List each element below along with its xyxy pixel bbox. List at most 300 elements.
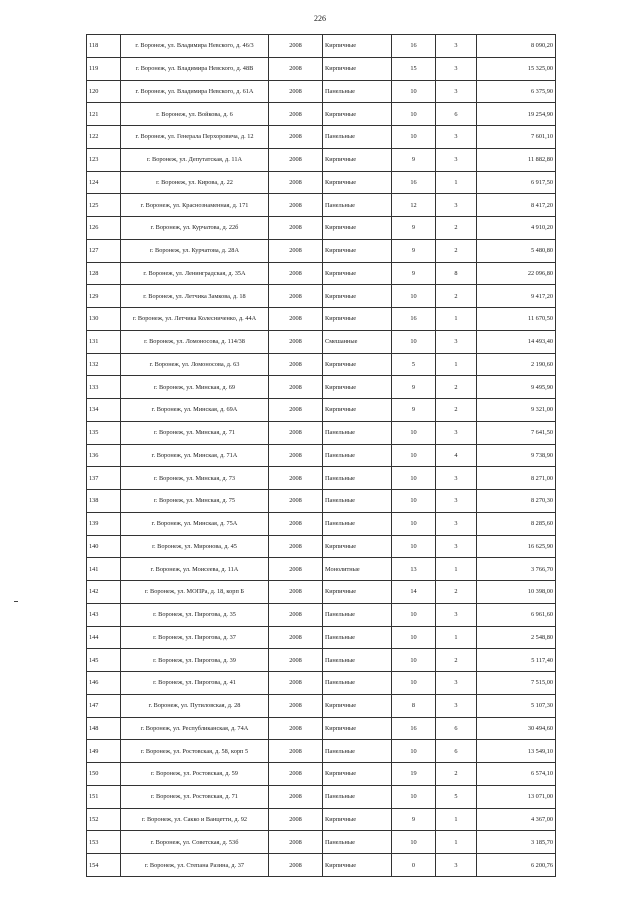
cell-address: г. Воронеж, ул. Войкова, д. 6 — [121, 103, 269, 126]
cell-address: г. Воронеж, ул. МОПРа, д. 18, корп Б — [121, 581, 269, 604]
cell-year: 2008 — [269, 262, 323, 285]
cell-entrances: 1 — [436, 308, 477, 331]
cell-floors: 9 — [392, 148, 436, 171]
cell-entrances: 6 — [436, 103, 477, 126]
cell-floors: 10 — [392, 330, 436, 353]
table-row — [87, 171, 556, 194]
cell-floors: 13 — [392, 558, 436, 581]
cell-floors: 10 — [392, 603, 436, 626]
cell-area: 11 882,80 — [477, 148, 556, 171]
cell-address: г. Воронеж, ул. Пирогова, д. 35 — [121, 603, 269, 626]
cell-wall-material: Панельные — [323, 626, 392, 649]
cell-address: г. Воронеж, ул. Ростовская, д. 71 — [121, 785, 269, 808]
cell-year: 2008 — [269, 308, 323, 331]
cell-row-number: 135 — [87, 421, 121, 444]
cell-wall-material: Панельные — [323, 467, 392, 490]
table-row — [87, 740, 556, 763]
table-row — [87, 353, 556, 376]
cell-row-number: 143 — [87, 603, 121, 626]
cell-floors: 10 — [392, 444, 436, 467]
cell-floors: 10 — [392, 785, 436, 808]
cell-wall-material: Кирпичные — [323, 717, 392, 740]
cell-year: 2008 — [269, 194, 323, 217]
cell-row-number: 140 — [87, 535, 121, 558]
cell-entrances: 6 — [436, 740, 477, 763]
cell-address: г. Воронеж, ул. Пирогова, д. 37 — [121, 626, 269, 649]
cell-area: 8 285,60 — [477, 512, 556, 535]
cell-floors: 10 — [392, 626, 436, 649]
cell-area: 5 107,30 — [477, 694, 556, 717]
cell-entrances: 2 — [436, 649, 477, 672]
cell-area: 6 917,50 — [477, 171, 556, 194]
cell-wall-material: Кирпичные — [323, 285, 392, 308]
cell-row-number: 148 — [87, 717, 121, 740]
cell-year: 2008 — [269, 467, 323, 490]
cell-wall-material: Панельные — [323, 831, 392, 854]
cell-row-number: 131 — [87, 330, 121, 353]
cell-year: 2008 — [269, 854, 323, 877]
cell-wall-material: Кирпичные — [323, 808, 392, 831]
cell-row-number: 150 — [87, 763, 121, 786]
cell-address: г. Воронеж, ул. Генерала Перхоровича, д. 12 — [121, 126, 269, 149]
cell-floors: 8 — [392, 694, 436, 717]
cell-wall-material: Кирпичные — [323, 57, 392, 80]
cell-row-number: 130 — [87, 308, 121, 331]
cell-floors: 9 — [392, 808, 436, 831]
cell-row-number: 132 — [87, 353, 121, 376]
cell-row-number: 133 — [87, 376, 121, 399]
cell-floors: 5 — [392, 353, 436, 376]
cell-entrances: 3 — [436, 672, 477, 695]
cell-wall-material: Кирпичные — [323, 694, 392, 717]
cell-wall-material: Кирпичные — [323, 581, 392, 604]
margin-mark — [14, 601, 18, 602]
table-row — [87, 763, 556, 786]
cell-entrances: 3 — [436, 603, 477, 626]
cell-entrances: 3 — [436, 330, 477, 353]
cell-year: 2008 — [269, 239, 323, 262]
cell-floors: 12 — [392, 194, 436, 217]
table-row — [87, 808, 556, 831]
cell-address: г. Воронеж, ул. Минская, д. 75А — [121, 512, 269, 535]
cell-wall-material: Кирпичные — [323, 854, 392, 877]
cell-wall-material: Панельные — [323, 126, 392, 149]
cell-address: г. Воронеж, ул. Степана Разина, д. 37 — [121, 854, 269, 877]
cell-address: г. Воронеж, ул. Пирогова, д. 39 — [121, 649, 269, 672]
cell-row-number: 129 — [87, 285, 121, 308]
cell-year: 2008 — [269, 148, 323, 171]
cell-year: 2008 — [269, 535, 323, 558]
cell-row-number: 147 — [87, 694, 121, 717]
cell-year: 2008 — [269, 581, 323, 604]
cell-address: г. Воронеж, ул. Минская, д. 71А — [121, 444, 269, 467]
cell-entrances: 3 — [436, 421, 477, 444]
table-row — [87, 148, 556, 171]
cell-year: 2008 — [269, 785, 323, 808]
cell-year: 2008 — [269, 603, 323, 626]
table-row — [87, 285, 556, 308]
cell-address: г. Воронеж, ул. Минская, д. 73 — [121, 467, 269, 490]
cell-wall-material: Панельные — [323, 490, 392, 513]
cell-floors: 10 — [392, 512, 436, 535]
cell-entrances: 3 — [436, 854, 477, 877]
table-row — [87, 694, 556, 717]
cell-entrances: 3 — [436, 694, 477, 717]
cell-row-number: 151 — [87, 785, 121, 808]
cell-area: 8 271,00 — [477, 467, 556, 490]
cell-wall-material: Кирпичные — [323, 171, 392, 194]
cell-wall-material: Кирпичные — [323, 376, 392, 399]
cell-year: 2008 — [269, 376, 323, 399]
cell-row-number: 139 — [87, 512, 121, 535]
cell-wall-material: Кирпичные — [323, 353, 392, 376]
cell-floors: 10 — [392, 126, 436, 149]
cell-area: 3 766,70 — [477, 558, 556, 581]
cell-entrances: 3 — [436, 80, 477, 103]
table-row — [87, 217, 556, 240]
cell-entrances: 2 — [436, 239, 477, 262]
cell-year: 2008 — [269, 626, 323, 649]
cell-row-number: 119 — [87, 57, 121, 80]
cell-floors: 16 — [392, 308, 436, 331]
cell-year: 2008 — [269, 740, 323, 763]
cell-area: 13 549,10 — [477, 740, 556, 763]
cell-address: г. Воронеж, ул. Сакко и Ванцетти, д. 92 — [121, 808, 269, 831]
cell-wall-material: Кирпичные — [323, 308, 392, 331]
cell-floors: 9 — [392, 239, 436, 262]
table-row — [87, 467, 556, 490]
cell-row-number: 145 — [87, 649, 121, 672]
cell-area: 8 417,20 — [477, 194, 556, 217]
cell-wall-material: Монолитные — [323, 558, 392, 581]
cell-floors: 0 — [392, 854, 436, 877]
cell-address: г. Воронеж, ул. Краснознаменная, д. 171 — [121, 194, 269, 217]
cell-entrances: 3 — [436, 148, 477, 171]
cell-year: 2008 — [269, 672, 323, 695]
cell-entrances: 3 — [436, 57, 477, 80]
cell-floors: 9 — [392, 399, 436, 422]
cell-address: г. Воронеж, ул. Депутатская, д. 11А — [121, 148, 269, 171]
cell-entrances: 2 — [436, 581, 477, 604]
table-row — [87, 626, 556, 649]
cell-address: г. Воронеж, ул. Минская, д. 71 — [121, 421, 269, 444]
cell-floors: 10 — [392, 672, 436, 695]
table-row — [87, 558, 556, 581]
cell-address: г. Воронеж, ул. Минская, д. 69А — [121, 399, 269, 422]
cell-year: 2008 — [269, 512, 323, 535]
cell-area: 9 738,90 — [477, 444, 556, 467]
cell-wall-material: Кирпичные — [323, 217, 392, 240]
cell-area: 6 200,76 — [477, 854, 556, 877]
cell-area: 11 670,50 — [477, 308, 556, 331]
cell-address: г. Воронеж, ул. Кирова, д. 22 — [121, 171, 269, 194]
cell-area: 2 548,80 — [477, 626, 556, 649]
cell-row-number: 134 — [87, 399, 121, 422]
cell-address: г. Воронеж, ул. Путиловская, д. 28 — [121, 694, 269, 717]
cell-address: г. Воронеж, ул. Летчика Замкова, д. 18 — [121, 285, 269, 308]
cell-year: 2008 — [269, 444, 323, 467]
cell-area: 9 417,20 — [477, 285, 556, 308]
cell-year: 2008 — [269, 808, 323, 831]
cell-floors: 10 — [392, 831, 436, 854]
cell-wall-material: Панельные — [323, 512, 392, 535]
cell-floors: 10 — [392, 421, 436, 444]
cell-floors: 9 — [392, 376, 436, 399]
cell-area: 9 321,00 — [477, 399, 556, 422]
table-row — [87, 581, 556, 604]
cell-wall-material: Панельные — [323, 80, 392, 103]
cell-address: г. Воронеж, ул. Курчатова, д. 28А — [121, 239, 269, 262]
cell-address: г. Воронеж, ул. Пирогова, д. 41 — [121, 672, 269, 695]
cell-wall-material: Панельные — [323, 444, 392, 467]
cell-year: 2008 — [269, 171, 323, 194]
cell-wall-material: Панельные — [323, 672, 392, 695]
cell-floors: 10 — [392, 285, 436, 308]
cell-area: 3 185,70 — [477, 831, 556, 854]
cell-row-number: 118 — [87, 35, 121, 58]
cell-row-number: 137 — [87, 467, 121, 490]
cell-entrances: 1 — [436, 558, 477, 581]
table-row — [87, 376, 556, 399]
cell-address: г. Воронеж, ул. Владимира Невского, д. 46/3 — [121, 35, 269, 58]
cell-floors: 15 — [392, 57, 436, 80]
cell-address: г. Воронеж, ул. Минская, д. 69 — [121, 376, 269, 399]
cell-area: 6 375,90 — [477, 80, 556, 103]
cell-wall-material: Панельные — [323, 740, 392, 763]
cell-floors: 16 — [392, 717, 436, 740]
cell-address: г. Воронеж, ул. Советская, д. 53б — [121, 831, 269, 854]
cell-area: 4 367,00 — [477, 808, 556, 831]
cell-entrances: 1 — [436, 626, 477, 649]
cell-wall-material: Кирпичные — [323, 399, 392, 422]
cell-address: г. Воронеж, ул. Владимира Невского, д. 48В — [121, 57, 269, 80]
cell-entrances: 1 — [436, 171, 477, 194]
cell-entrances: 3 — [436, 194, 477, 217]
cell-floors: 19 — [392, 763, 436, 786]
cell-entrances: 1 — [436, 831, 477, 854]
cell-year: 2008 — [269, 717, 323, 740]
cell-year: 2008 — [269, 831, 323, 854]
cell-year: 2008 — [269, 285, 323, 308]
cell-entrances: 3 — [436, 512, 477, 535]
table-row — [87, 126, 556, 149]
cell-address: г. Воронеж, ул. Ростовская, д. 58, корп 5 — [121, 740, 269, 763]
cell-floors: 10 — [392, 103, 436, 126]
cell-row-number: 120 — [87, 80, 121, 103]
housing-table-container — [86, 34, 555, 877]
page-number: 226 — [314, 14, 326, 23]
cell-row-number: 142 — [87, 581, 121, 604]
cell-entrances: 8 — [436, 262, 477, 285]
cell-area: 19 254,90 — [477, 103, 556, 126]
cell-year: 2008 — [269, 399, 323, 422]
cell-year: 2008 — [269, 57, 323, 80]
cell-year: 2008 — [269, 217, 323, 240]
cell-floors: 10 — [392, 490, 436, 513]
cell-floors: 14 — [392, 581, 436, 604]
cell-row-number: 153 — [87, 831, 121, 854]
cell-entrances: 1 — [436, 808, 477, 831]
cell-row-number: 138 — [87, 490, 121, 513]
table-row — [87, 330, 556, 353]
cell-address: г. Воронеж, ул. Владимира Невского, д. 61А — [121, 80, 269, 103]
cell-year: 2008 — [269, 649, 323, 672]
cell-row-number: 122 — [87, 126, 121, 149]
cell-entrances: 3 — [436, 535, 477, 558]
housing-table — [86, 34, 556, 877]
table-row — [87, 421, 556, 444]
table-row — [87, 103, 556, 126]
cell-area: 6 574,10 — [477, 763, 556, 786]
cell-year: 2008 — [269, 353, 323, 376]
cell-entrances: 3 — [436, 490, 477, 513]
table-row — [87, 603, 556, 626]
cell-entrances: 2 — [436, 376, 477, 399]
cell-area: 5 480,80 — [477, 239, 556, 262]
cell-area: 6 961,60 — [477, 603, 556, 626]
cell-entrances: 3 — [436, 126, 477, 149]
cell-wall-material: Кирпичные — [323, 262, 392, 285]
cell-entrances: 4 — [436, 444, 477, 467]
cell-area: 13 071,00 — [477, 785, 556, 808]
cell-entrances: 5 — [436, 785, 477, 808]
cell-row-number: 154 — [87, 854, 121, 877]
cell-floors: 10 — [392, 535, 436, 558]
cell-wall-material: Кирпичные — [323, 103, 392, 126]
cell-address: г. Воронеж, ул. Республиканская, д. 74А — [121, 717, 269, 740]
cell-entrances: 1 — [436, 353, 477, 376]
cell-area: 9 495,90 — [477, 376, 556, 399]
cell-wall-material: Кирпичные — [323, 763, 392, 786]
cell-floors: 9 — [392, 262, 436, 285]
cell-address: г. Воронеж, ул. Летчика Колесниченко, д. 44А — [121, 308, 269, 331]
table-row — [87, 785, 556, 808]
table-row — [87, 239, 556, 262]
cell-address: г. Воронеж, ул. Минская, д. 75 — [121, 490, 269, 513]
cell-entrances: 3 — [436, 35, 477, 58]
table-row — [87, 649, 556, 672]
cell-wall-material: Панельные — [323, 649, 392, 672]
cell-year: 2008 — [269, 126, 323, 149]
cell-year: 2008 — [269, 80, 323, 103]
table-row — [87, 308, 556, 331]
table-row — [87, 262, 556, 285]
table-row — [87, 57, 556, 80]
cell-wall-material: Смешанные — [323, 330, 392, 353]
cell-area: 16 625,90 — [477, 535, 556, 558]
cell-address: г. Воронеж, ул. Ломоносова, д. 63 — [121, 353, 269, 376]
table-row — [87, 399, 556, 422]
cell-entrances: 3 — [436, 467, 477, 490]
cell-row-number: 123 — [87, 148, 121, 171]
table-body — [87, 35, 556, 877]
cell-area: 14 493,40 — [477, 330, 556, 353]
cell-address: г. Воронеж, ул. Ленинградская, д. 35А — [121, 262, 269, 285]
cell-area: 7 515,00 — [477, 672, 556, 695]
table-row — [87, 80, 556, 103]
cell-row-number: 125 — [87, 194, 121, 217]
cell-wall-material: Панельные — [323, 194, 392, 217]
table-row — [87, 535, 556, 558]
cell-row-number: 126 — [87, 217, 121, 240]
cell-area: 30 494,60 — [477, 717, 556, 740]
cell-year: 2008 — [269, 35, 323, 58]
cell-area: 8 090,20 — [477, 35, 556, 58]
cell-area: 7 601,10 — [477, 126, 556, 149]
cell-row-number: 124 — [87, 171, 121, 194]
cell-entrances: 6 — [436, 717, 477, 740]
cell-row-number: 136 — [87, 444, 121, 467]
cell-row-number: 149 — [87, 740, 121, 763]
cell-entrances: 2 — [436, 399, 477, 422]
cell-address: г. Воронеж, ул. Миронова, д. 45 — [121, 535, 269, 558]
cell-floors: 9 — [392, 217, 436, 240]
cell-area: 7 641,50 — [477, 421, 556, 444]
cell-area: 22 096,80 — [477, 262, 556, 285]
cell-row-number: 144 — [87, 626, 121, 649]
cell-wall-material: Кирпичные — [323, 239, 392, 262]
table-row — [87, 717, 556, 740]
table-row — [87, 444, 556, 467]
cell-floors: 10 — [392, 740, 436, 763]
cell-row-number: 128 — [87, 262, 121, 285]
table-row — [87, 490, 556, 513]
cell-area: 8 270,30 — [477, 490, 556, 513]
cell-row-number: 127 — [87, 239, 121, 262]
cell-address: г. Воронеж, ул. Ростовская, д. 59 — [121, 763, 269, 786]
cell-year: 2008 — [269, 103, 323, 126]
table-row — [87, 672, 556, 695]
cell-year: 2008 — [269, 763, 323, 786]
cell-wall-material: Кирпичные — [323, 35, 392, 58]
cell-floors: 10 — [392, 80, 436, 103]
cell-wall-material: Панельные — [323, 785, 392, 808]
cell-entrances: 2 — [436, 285, 477, 308]
cell-area: 2 190,60 — [477, 353, 556, 376]
cell-year: 2008 — [269, 421, 323, 444]
cell-floors: 16 — [392, 171, 436, 194]
cell-floors: 16 — [392, 35, 436, 58]
cell-year: 2008 — [269, 558, 323, 581]
table-row — [87, 854, 556, 877]
cell-area: 5 117,40 — [477, 649, 556, 672]
cell-year: 2008 — [269, 490, 323, 513]
cell-wall-material: Панельные — [323, 421, 392, 444]
cell-year: 2008 — [269, 330, 323, 353]
cell-area: 15 325,00 — [477, 57, 556, 80]
cell-row-number: 146 — [87, 672, 121, 695]
cell-entrances: 2 — [436, 217, 477, 240]
cell-area: 4 910,20 — [477, 217, 556, 240]
cell-row-number: 152 — [87, 808, 121, 831]
table-row — [87, 194, 556, 217]
cell-floors: 10 — [392, 649, 436, 672]
table-row — [87, 35, 556, 58]
cell-row-number: 141 — [87, 558, 121, 581]
cell-wall-material: Панельные — [323, 603, 392, 626]
table-row — [87, 831, 556, 854]
cell-wall-material: Кирпичные — [323, 535, 392, 558]
cell-year: 2008 — [269, 694, 323, 717]
cell-address: г. Воронеж, ул. Моисеева, д. 11А — [121, 558, 269, 581]
cell-address: г. Воронеж, ул. Курчатова, д. 22б — [121, 217, 269, 240]
table-row — [87, 512, 556, 535]
cell-floors: 10 — [392, 467, 436, 490]
cell-address: г. Воронеж, ул. Ломоносова, д. 114/38 — [121, 330, 269, 353]
cell-row-number: 121 — [87, 103, 121, 126]
cell-wall-material: Кирпичные — [323, 148, 392, 171]
cell-entrances: 2 — [436, 763, 477, 786]
